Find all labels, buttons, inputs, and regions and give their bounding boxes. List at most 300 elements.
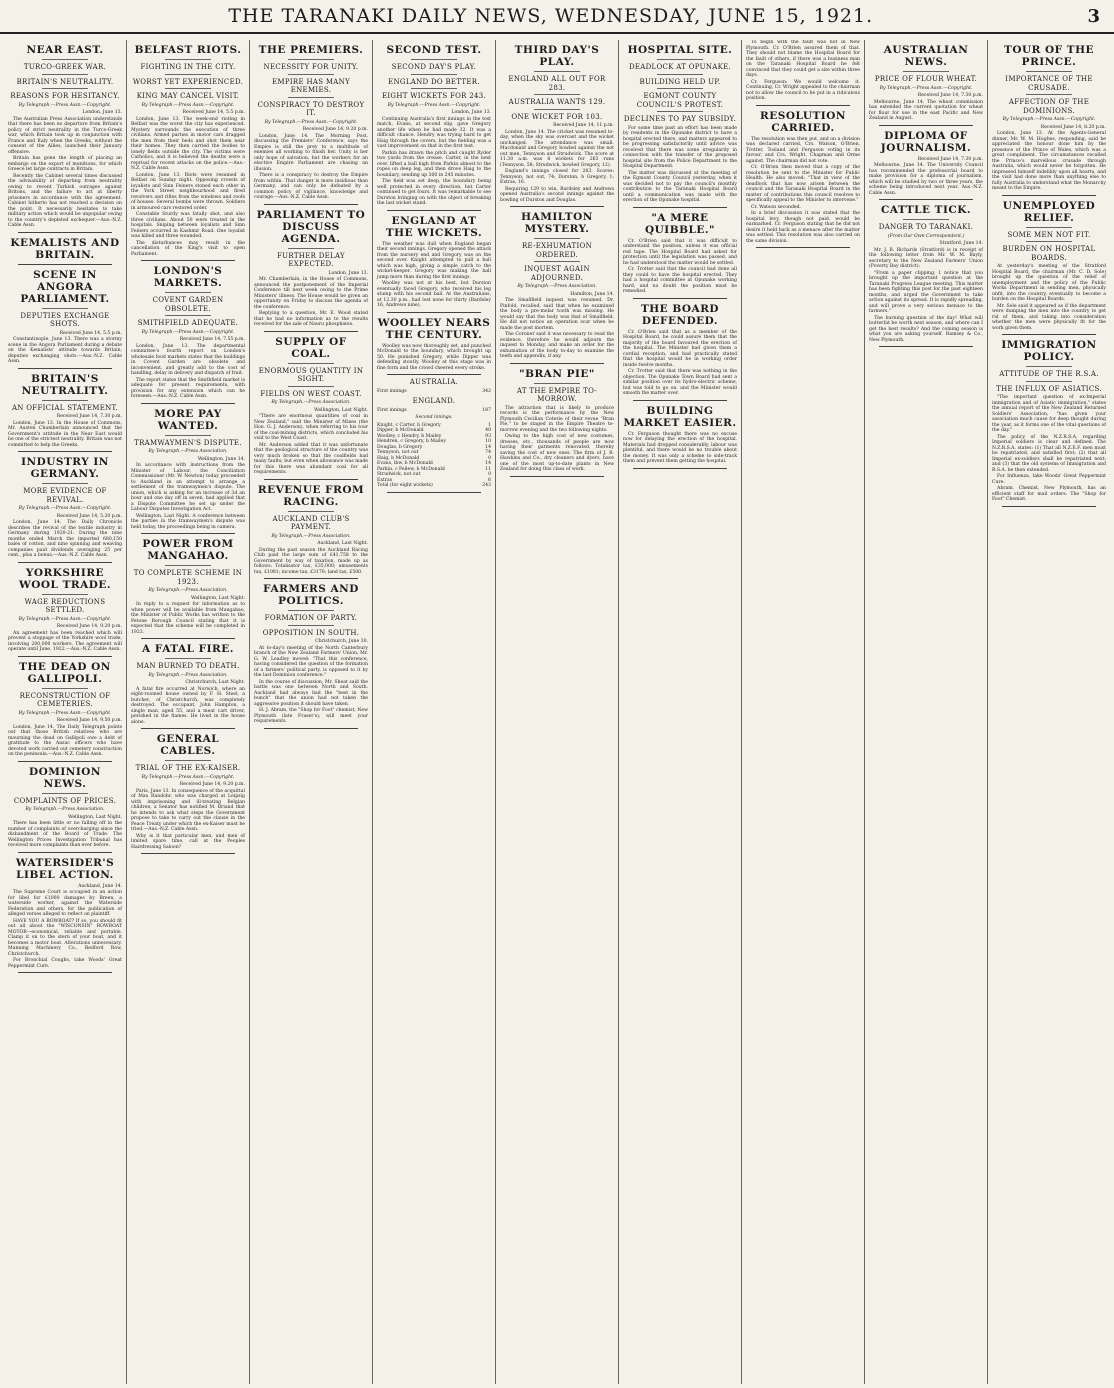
article (254, 583, 368, 729)
article-byline: By Telegraph.—Press Association. (25, 807, 105, 812)
article-dateline: Christchurch, Last Night. (185, 680, 245, 685)
article-rule (756, 247, 850, 248)
column-6 (619, 40, 742, 1384)
article-paragraph: The attraction that is likely to produce records is the performance by the New Plymouth Cecilian Coterie of their revue "Bran Pie," to be staged in the Empire Theatre to-morrow evening and the two following nights. (500, 405, 614, 433)
article-subheading: FURTHER DELAY EXPECTED. (277, 251, 345, 268)
article-dateline: Auckland, Last Night. (317, 541, 368, 546)
article (8, 766, 122, 853)
article (8, 857, 122, 974)
article-rule (141, 533, 235, 534)
article-headline: THE DEAD ON GALLIPOLI. (19, 660, 111, 685)
article-headline: LONDON'S MARKETS. (153, 265, 223, 289)
article-paragraph: For Influenza, take Woods' Great Peppermint Cure. (992, 474, 1106, 485)
head-rule (42, 59, 88, 60)
article-paragraph: Cr. Trotter said that there was nothing in the objection. The Opunake Town Board had sent a similar position over its hydro-electric scheme, but was told to go on, and the Minister would smooth the matter over. (623, 369, 737, 396)
article-paragraph: London, June 13. The week-end rioting in Belfast was the worst the city has experienced. Mystery surrounds the execution of three civilians. Armed parties in motor cars dragged the men from their beds and shot them near their homes. They then carried the bodies to lonely fields outside the city. The victims were Catholics, and it is believed the deaths were a reprisal for recent attacks on the police.—Aus.-N.Z. Cable Assn. (131, 116, 245, 171)
article-paragraph: Cr. O'Brien then moved that a copy of the resolution be sent to the Minister for Public Health. He also moved: "That in view of the deadlock that has now arisen between the council and the Taranaki Hospital Board in the matter of contributions this council resolves to specifically appeal to the Minister to intervene." (746, 165, 860, 203)
column-7 (742, 40, 865, 1384)
article-byline: By Telegraph.—Press Assn.—Copyright. (387, 102, 481, 108)
article-paragraph: The resolution was then put, and on a division was declared carried, Crs. Watson, O'Brien, Trotter, Tosland and Ferguson voting in its favour, and Crs. Wright, Chapman and Orme against. The chairman did not vote. (746, 136, 860, 164)
article-subheading: ENGLAND ALL OUT FOR 283. (508, 75, 606, 92)
article-subheading: ONE WICKET FOR 103. (511, 112, 603, 121)
head-rule (411, 59, 457, 60)
article-subheading: KING MAY CANCEL VISIT. (136, 92, 240, 100)
batsman-runs: 74 (485, 450, 491, 455)
article-rule (1002, 334, 1096, 335)
article-dateline: Received June 14, 7.30 p.m. (56, 414, 122, 419)
article-subheading: EGMONT COUNTY COUNCIL'S PROTEST. (636, 92, 724, 109)
batsman-runs: 0 (488, 455, 491, 461)
article-rule (18, 232, 112, 233)
article-headline: UNEMPLOYED RELIEF. (1002, 199, 1096, 224)
article-subheading: COMPLAINTS OF PRICES. (13, 796, 117, 805)
batsman-runs: 14 (485, 461, 491, 466)
page-number: 3 (1087, 5, 1100, 27)
article-subheading: RE-EXHUMATION ORDERED. (521, 242, 592, 259)
head-rule (165, 435, 211, 436)
article-paragraph: London, June 13. The departmental committee's fourth report on London's wholesale food markets states that the buildings in Covent Garden are obsolete and inconvenient, and greatly add to the cost of handling, delay in delivery and dispatch of fruit. (131, 343, 245, 376)
article-paragraph: Melbourne, June 14. The wheat commission has extended the current quotation for wheat for flour for use in the east Pacific and New Zealand in August. (869, 99, 983, 121)
scorecard-total: 342 (482, 388, 491, 394)
head-rule (288, 625, 334, 626)
article (869, 130, 983, 201)
batsman-name: Strudwick, not out (377, 472, 421, 477)
scorecard-label: First innings (377, 407, 407, 413)
article-subheading: DEPUTIES EXCHANGE SHOTS. (20, 311, 110, 328)
article (377, 44, 491, 211)
batsman-name: Dipper, b McDonald (377, 428, 424, 433)
article-dateline: Received June 14, 5.20 p.m. (56, 513, 122, 519)
article-subheading: WORST YET EXPERIENCED. (132, 77, 244, 86)
scorecard-title: ENGLAND. (412, 397, 456, 405)
article-rule (387, 312, 481, 313)
article-rule (18, 451, 112, 452)
article-paragraph: Cr. Ferguson thought there was no excuse now for delaying the erection of the hospital. Materials had dropped considerably, labour was plentiful, and there would be no trouble about the money. It was only a scheme to side-track them and prevent them getting the hospital. (623, 431, 737, 464)
article-dateline: Christchurch, June 30. (315, 639, 368, 644)
article-paragraph: "The important question of ex-Imperial immigration and of Asiatic immigration," states the annual report of the New Zealand Returned Soldiers' Association, "has given your association much cause for deep thought during the year, as it forms one of the vital questions of the day." (992, 395, 1106, 433)
article-paragraph: England's innings closed for 283. Scores: Tennyson, not out, 74; Durston, b Gregory, 1; Extras, 16. (500, 169, 614, 185)
article-subheading: TO COMPLETE SCHEME IN 1923. (133, 569, 243, 586)
article-byline: By Telegraph.—Press Assn.—Copyright. (879, 85, 973, 91)
article-rule (879, 125, 973, 126)
article-rule (18, 972, 112, 973)
article-subheading: BRITAIN'S NEUTRALITY. (16, 77, 114, 86)
batsman-name: Knight, c Carter, b Gregory (377, 422, 441, 428)
article-subheading: THE INFLUX OF ASIATICS. (996, 384, 1102, 393)
article-headline: MORE PAY WANTED. (154, 407, 222, 432)
head-rule (903, 219, 949, 220)
article-paragraph: Mr. Sole said it appeared as if the department were dumping the men into the country to get rid of them, and taking into consideration whether the men were physically fit for the work given them. (992, 303, 1106, 331)
article-paragraph: Woolley was now thoroughly set, and punched McDonald to the boundary, which brought up 50. He punished Gregory, while Dipper was defending stoutly. Woolley at this stage was in fine form and the crowd cheered every stroke. (377, 343, 491, 371)
column-5 (496, 40, 619, 1384)
article-rule (510, 476, 604, 477)
article (500, 368, 614, 477)
article-paragraph: London, June 14. The Daily Telegraph points out that those British relatives who are mourning the dead on Gallipoli owe a debt of gratitude to the Anzac officers who have devoted work carried out cemetery construction on the peninsula.—Aus.-N.Z. Cable Assn. (8, 724, 122, 757)
head-rule (1026, 71, 1072, 72)
article-paragraph: Constable Sturdy was fatally shot, and also three civilians. About 50 were treated in the hospitals. Sniping between loyalists and Sinn Feiners occurred in Kashmir Road. One loyalist was killed and three wounded. (131, 212, 245, 239)
article-subheading: TRIAL OF THE EX-KAISER. (135, 764, 241, 772)
article-headline: DOMINION NEWS. (28, 765, 102, 790)
article-paragraph: For some time past an effort has been made by residents in the Opunake district to have a hospital erected there, and matters appeared to be progressing satisfactorily until advice was received that there was some irregularity in connection with the transfer of the proposed hospital site from the Police Department to the Hospital Department. (623, 125, 737, 169)
article-dateline: Wellington, Last Night. (313, 407, 368, 413)
article-paragraph: Parkin has drawn the pitch and caught Ryder two yards from the crease. Carter, in the next over, lifted a ball high from Parkin almost to the ropes on deep leg, and then drove Haig to the boundary, sending up 300 in 245 minutes. (377, 150, 491, 178)
article-rule (141, 728, 235, 729)
article-subheading: AUSTRALIA WANTS 129. (508, 98, 606, 106)
scorecard-row (377, 389, 491, 395)
article-paragraph: Requiring 129 to win, Bardsley and Andrews opened Australia's second innings against the bowling of Durston and Douglas. (500, 186, 614, 203)
batsman-name: Tennyson, not out (377, 450, 419, 455)
article-headline: IMMIGRATION POLICY. (1001, 339, 1097, 363)
head-rule (42, 594, 88, 595)
article-subheading: MAN BURNED TO DEATH. (136, 662, 240, 670)
batsman-runs: 40 (485, 428, 491, 433)
column-4 (373, 40, 496, 1384)
article-rule (264, 578, 358, 579)
article-paragraph: Constantinople, June 13. There was a stormy scene in the Angora Parliament during a debate on the Kemalists' attitude towards Britain, deputies exchanging shots.—Aus.-N.Z. Cable Assn. (8, 337, 122, 364)
head-rule (288, 511, 334, 512)
article-byline: By Telegraph.—Press Assn.—Copyright. (18, 616, 112, 622)
head-rule (657, 59, 703, 60)
article-subheading: TRAMWAYMEN'S DISPUTE. (134, 438, 242, 447)
article-paragraph: For Bronchial Coughs, take Woods' Great Peppermint Cure. (8, 958, 122, 969)
article-subheading: FORMATION OF PARTY. (264, 614, 358, 622)
article-dateline: Received June 14, 8.20 p.m. (1040, 124, 1106, 130)
batsman-name: Parkin, c Pellew, b McDonald (377, 466, 445, 472)
article-rule (18, 852, 112, 853)
article-dateline: Received June 14, 7.30 p.m. (917, 156, 983, 162)
article-rule (510, 363, 604, 364)
head-rule (1026, 241, 1072, 242)
article-dateline: Received June 14, 9.20 p.m. (302, 127, 368, 132)
article-paragraph: Cr. Watson seconded. (751, 204, 802, 210)
column-3 (250, 40, 373, 1384)
scorecard-label: First innings (377, 388, 407, 394)
article-rule (141, 260, 235, 261)
article-subheading: CONSPIRACY TO DESTROY IT. (257, 100, 365, 117)
article-rule (633, 400, 727, 401)
head-rule (288, 386, 334, 387)
article-byline: By Telegraph.—Press Association. (271, 400, 351, 405)
masthead (0, 0, 1114, 34)
head-rule (288, 610, 334, 611)
article-paragraph: The policy of the N.Z.R.S.A. regarding Imperial soldiers is clear and defined. The N.Z.R.S.A. states: (1) That all N.Z.E.F. men must be repatriated, and satisfied first; (2) that all Imperial ex-soldiers shall be repatriated next; and (3) that the old systems of Immigration and R.S.A. be then extended. (992, 434, 1106, 473)
article-subheading: EMPIRE HAS MANY ENEMIES. (271, 77, 350, 94)
article-paragraph: The weather was dull when England began their second innings. Gregory opened the attack from the nursery end and Gregory was on the second over. Knight attempted to pull a ball which was high, giving a simple catch to the wicket-keeper. Gregory was making the ball jump more than during the first innings. (377, 241, 491, 280)
head-rule (411, 74, 457, 75)
article-subheading: RECONSTRUCTION OF CEMETERIES. (19, 691, 111, 708)
article-paragraph: An agreement has been reached which will prevent a stoppage of the Yorkshire wool trade, involving 200,000 workers. The agreement will operate until June, 1922.—Aus.-N.Z. Cable Assn. (8, 630, 122, 652)
article-paragraph: HAVE YOU A ROWBOAT? If so, you should fit out all about the "WISCONSIN" ROWBOAT MOTOR—economical, reliable and portable. Clamp it on to the stern of your boat, and it becomes a motor boat. Alterations unnecessary. Manning Machinery Co., Bedford Row, Christchurch. (8, 918, 122, 957)
article-paragraph: In accordance with instructions from the Minister of Labour, the Conciliation Commissioner (Mr. W. Newton) today proceeded to Auckland in an attempt to arrange a settlement of the tramwaymen's dispute. The union, which is asking for an increase of 3d an hour and one day off in seven, had applied that a Dispute Committee be set up under the Labour Disputes Investigation Act. (131, 463, 245, 512)
head-rule (534, 109, 580, 110)
column-2 (127, 40, 250, 1384)
scorecard-title: AUSTRALIA. (409, 378, 459, 386)
article-dateline: Wellington, Last Night. (67, 814, 122, 820)
article-headline: "A MERE QUIBBLE." (645, 211, 715, 236)
article-subheading: DANGER TO TARANAKI. (878, 223, 974, 231)
article-subheading: AFFECTION OF THE DOMINIONS. (1008, 98, 1090, 115)
article-subheading: OPPOSITION IN SOUTH. (262, 628, 360, 637)
article-rule (387, 374, 481, 375)
article (131, 44, 245, 261)
article (992, 339, 1106, 507)
article (254, 484, 368, 580)
batsman-name: Haig, b McDonald (377, 455, 420, 461)
article-headline: THIRD DAY'S PLAY. (514, 44, 600, 68)
article-rule (18, 368, 112, 369)
head-rule (288, 248, 334, 249)
article-rule (633, 298, 727, 299)
head-rule (42, 308, 88, 309)
article-subheading: DEADLOCK AT OPUNAKE. (628, 63, 732, 71)
article-rule (264, 728, 358, 729)
head-rule (165, 760, 211, 761)
article-headline: WOOLLEY NEARS THE CENTURY. (377, 316, 491, 341)
article-paragraph: London, June 13. Riots were resumed in Belfast on Sunday night. Opposing crowds of loyalists and Sinn Feiners stoned each other in the York Street neighbourhood and fired revolvers and rifles from the windows and roofs of houses. Several bombs were thrown. Soldiers in armoured cars restored order. (131, 172, 245, 211)
article-rule (264, 331, 358, 332)
article-headline: AUSTRALIAN NEWS. (883, 44, 969, 68)
article-byline: By Telegraph.—Press Assn.—Copyright. (18, 506, 112, 511)
article-headline: SCENE IN ANGORA PARLIAMENT. (20, 268, 110, 305)
article-byline: By Telegraph.—Press Assn.—Copyright. (18, 710, 112, 716)
batsman-name: Evans, lbw, b McDonald (377, 461, 433, 466)
article-rule (141, 638, 235, 639)
article-byline: By Telegraph.—Press Assn.—Copyright. (141, 102, 235, 108)
article (746, 40, 860, 106)
article-rule (879, 199, 973, 200)
article-dateline: Received June 14, 9.50 p.m. (56, 718, 122, 723)
article-byline: By Telegraph.—Press Association. (148, 449, 228, 454)
batsman-name: Douglas, b Gregory (377, 444, 423, 450)
batsman-runs: 0 (488, 472, 491, 477)
article (500, 211, 614, 364)
article-dateline: Received June 14, 5.5 p.m. (59, 330, 122, 336)
article-paragraph: H. J. Abram, the "Shop for Foot" chemist, New Plymouth (late Fraser's), will meet your requirements. (254, 708, 368, 724)
newspaper-columns (4, 40, 1110, 1384)
article (8, 237, 122, 265)
article (746, 110, 860, 249)
head-rule (42, 793, 88, 794)
article-headline: YORKSHIRE WOOL TRADE. (18, 566, 112, 591)
batsman-runs: 93 (485, 433, 491, 439)
article-rule (141, 853, 235, 854)
head-rule (657, 88, 703, 89)
article-subheading: COVENT GARDEN OBSOLETE. (152, 296, 224, 313)
article (377, 317, 491, 376)
article-dateline: Received June 14, 11 p.m. (553, 123, 614, 128)
article-dateline: Received June 14, 7.55 p.m. (179, 337, 245, 342)
scorecard-total: 187 (482, 407, 491, 413)
head-rule (534, 383, 580, 384)
head-rule (1026, 366, 1072, 367)
article-headline: BRITAIN'S NEUTRALITY. (21, 372, 109, 397)
article-subheading: REASONS FOR HESITANCY. (10, 92, 120, 100)
article-subheading: WAGE REDUCTIONS SETTLED. (24, 597, 106, 614)
article-paragraph: Cr. Trotter said that the council had done all they could to have the hospital erected. They had a hospital committee at Opunake working hard, and no doubt the position must be remedied. (623, 267, 737, 294)
article-rule (1002, 506, 1096, 507)
article-rule (264, 479, 358, 480)
article-byline: By Telegraph.—Press Assn.—Copyright. (18, 102, 112, 108)
head-rule (165, 658, 211, 659)
scorecard-row (377, 408, 491, 414)
article-headline: THE PREMIERS. (258, 44, 364, 56)
head-rule (165, 292, 211, 293)
article-paragraph: London, June 14. The Morning Post, discussing the Premiers' Conference, says the Empire is still the prey to a multitude of enemies all working to finish her. Unity is her only hope of salvation, but the workers for an elective Empire Parliament are chasing an illusion. (254, 133, 368, 172)
article-subheading: SMITHFIELD ADEQUATE. (137, 319, 239, 327)
article-dateline: Wellington, June 14. (197, 456, 245, 462)
article-paragraph: To begin with the fault was not in New Plymouth. Cr. O'Brien assured them of that. They should not blame the Hospital Board for the fault of others, if there was a business man on the Taranaki Hospital Board he felt convinced that they could get a site within three days. (746, 40, 860, 78)
head-rule (534, 71, 580, 72)
article-headline: TOUR OF THE PRINCE. (1004, 44, 1094, 68)
batsman-runs: 6 (488, 477, 491, 483)
article-subheading: TURCO-GREEK WAR. (23, 63, 107, 71)
head-rule (42, 88, 88, 89)
article-dateline: Received June 14, 9.20 p.m. (56, 624, 122, 629)
article-paragraph: Woolley was not at his best, but Durston eventually faced Gregory, who received his leg stump with his second ball. At the Australians, at 12.30 p.m., had lost none for thirty (Bardsley 16, Andrews nine). (377, 281, 491, 308)
head-rule (288, 363, 334, 364)
article-rule (387, 492, 481, 493)
article-dateline: Stratford, June 14. (939, 241, 983, 246)
head-rule (534, 238, 580, 239)
article-subheading: FIGHTING IN THE CITY. (140, 63, 236, 71)
article-headline: RESOLUTION CARRIED. (760, 109, 846, 134)
article-dateline: Wellington, Last Night. (190, 595, 245, 601)
article-headline: FARMERS AND POLITICS. (263, 583, 359, 607)
article-subheading: PRICE OF FLOUR WHEAT. (874, 75, 978, 83)
article-paragraph: At yesterday's meeting of the Stratford Hospital Board, the chairman (Mr. C. D. Sole) brought up the question of the relief of unemployment and the policy of the Public Works Department in sending men, physically unfit, into the country, eventually to become a burden on the Hospital Boards. (992, 264, 1106, 302)
article-paragraph: Mr. Chamberlain, in the House of Commons, announced the postponement of the Imperial Conference till next week owing to the Prime Ministers' illness. The House would be given an opportunity on Friday to discuss the agenda of the conference. (254, 277, 368, 310)
scorecard-subtitle: Second innings. (415, 415, 453, 420)
article-paragraph: "From a paper clipping, I notice that you brought up the important question at the Taranaki Progress League meeting. This matter has been fighting this post for the past eighteen months, and urged the Government to take action against its spread. It is rapidly spreading, and will prove a very serious menace to the farmers." (869, 270, 983, 314)
article-paragraph: Owing to the high cost of new costumes, dresses, etc., thousands of people are now having their garments renovated, thereby saving the cost of new ones. The firm of J. R. Hawkins and Co., dry cleaners and dyers, have one of the most up-to-date plants in New Zealand for doing this class of work. (500, 434, 614, 472)
article-paragraph: Mr. Anderson added that it was unfortunate that the geological structure of the country was very much broken so that the coalfields had many faults; but even when allowance was made for this there was abundant coal for all requirements. (254, 442, 368, 475)
head-rule (534, 94, 580, 95)
article-paragraph: Recently the Cabinet several times discussed the advisability of departing from neutrality owing to recent Turkish outrages against Britons, and the failure to act at liberty prisoners in accordance with the agreement. Cabinet hitherto has not reached a decision on the point. It necessarily hesitates to take military action which would be unpopular owing to the country's depleted exchequer.—Aus.-N.Z. Cable Assn. (8, 173, 122, 228)
article (131, 733, 245, 854)
article-subheading: FIELDS ON WEST COAST. (260, 389, 362, 398)
article-headline: THE BOARD DEFENDED. (640, 302, 720, 327)
article-paragraph: A fatal fire occurred at Norwich, where an eight-roomed house owned by F. H. Steel, a butcher, of Christchurch, was completely destroyed. The occupant, John Hampton, a single man, aged 55, and a meat cart driver, perished in the flames. He lived in the house alone. (131, 686, 245, 725)
article-paragraph: Wellington, Last Night. A conference between the parties in the tramwaymen's dispute was held today, the proceedings being in camera. (131, 513, 245, 530)
article (131, 408, 245, 535)
article-dateline: London, June 13. (82, 110, 122, 115)
article-headline: NEAR EAST. (26, 44, 104, 56)
article-paragraph: The field was set deep, the boundary being well protected in every direction, but Carter continued to get fours. It was remarkable to see Durston bringing on with the object of breaking the last wicket stand. (377, 179, 491, 206)
article (131, 265, 245, 404)
article (500, 44, 614, 207)
article-headline: CATTLE TICK. (880, 204, 972, 216)
article-subheading: IMPORTANCE OF THE CRUSADE. (1005, 75, 1093, 92)
head-rule (288, 74, 334, 75)
article (8, 661, 122, 762)
article-paragraph: London, June 13. In the House of Commons, Mr. Austen Chamberlain announced that the Government's attitude in the Near East would be one of the strictest neutrality. Britain was not committed to help the Greeks. (8, 420, 122, 448)
head-rule (288, 59, 334, 60)
article-paragraph: There has been little or no falling off in the number of complaints of overcharging since the disbandment of the Board of Trade. The Wellington Prices Investigation Tribunal has received more complaints than ever before. (8, 821, 122, 848)
head-rule (42, 688, 88, 689)
article (254, 209, 368, 332)
head-rule (288, 97, 334, 98)
article-paragraph: Britain has gone the length of placing an embargo on the export of munitions, for which Greece let large contracts in Britain. (8, 156, 122, 172)
article-byline: By Telegraph.—Press Assn.—Copyright. (1002, 117, 1096, 122)
article-paragraph: In the course of discussion, Mr. Sheat said the battle was one between North and South. Auckland had always had the "best in the bunch" that the union had not taken the aggressive position it should have taken. (254, 679, 368, 707)
article-paragraph: Paris, June 13. In consequence of the acquittal of Max Randohr, who was charged at Leipzig with imprisoning and ill-treating Belgian children, a Senator has notified M. Briand that he intends to ask what steps the Government propose to take to carry out the clause in the Peace Treaty under which the ex-Kaiser must be tried.—Aus.-N.Z. Cable Assn. (131, 788, 245, 832)
article (869, 44, 983, 126)
article-paragraph: The Australian Press Association understands that there has been no departure from Britain's policy of strict neutrality in the Turco-Greek war, which Britain took up in conjunction with France and Italy when the Greeks, without the consent of the Allies, launched their January offensive. (8, 116, 122, 155)
article-headline: REVENUE FROM RACING. (257, 483, 365, 508)
column-8 (865, 40, 988, 1384)
head-rule (1026, 94, 1072, 95)
article-subheading: BUILDING HELD UP. (639, 77, 721, 86)
article-headline: BUILDING MARKET EASIER. (623, 404, 737, 429)
article-rule (1002, 195, 1096, 196)
article-subheading: DECLINES TO PAY SUBSIDY. (623, 115, 737, 123)
scorecard-row (377, 483, 491, 489)
article-headline: HOSPITAL SITE. (627, 44, 733, 56)
article-paragraph: During the past season the Auckland Racing Club paid the large sum of £41,758 to the Government by way of taxation, made up as follows: Totalisator tax, £35,000; amusements tax, £1081; income tax, £3170; land tax, £500. (254, 547, 368, 575)
article-dateline: Hamilton, June 14. (570, 291, 614, 297)
article (8, 44, 122, 233)
article-paragraph: Cr. O'Brien said that it was difficult to understand the position, unless it was official red tape. The Hospital Board had asked for protection until the legislation was passed, and he had understood the matter would be settled. (623, 238, 737, 266)
article-paragraph: London, June 14. The cricket was resumed to-day, when the sky was overcast and the wicket unchanged. The attendance was small. Macdonald and Gregory bowled against the not out men, Tennyson and Strudwick. The score at 11.30 a.m. was 8 wickets for 263 runs (Tennyson, 58; Strudwick, bowled Gregory, 12). (500, 129, 614, 168)
article-paragraph: The Coroner said it was necessary to read the evidence, therefore he would adjourn the inquest to Monday, and make an order for the exhumation of the body to-day to examine the teeth and appendix, if any. (500, 332, 614, 359)
head-rule (903, 71, 949, 72)
article-rule (510, 206, 604, 207)
article-dateline: Received June 14, 9.20 p.m. (179, 782, 245, 787)
article-byline: By Telegraph.—Press Association. (148, 588, 228, 593)
article-headline: WATERSIDER'S LIBEL ACTION. (15, 856, 115, 881)
article (254, 44, 368, 205)
batsman-runs: 1 (488, 422, 491, 428)
article (8, 456, 122, 563)
article-byline: By Telegraph.—Press Assn.—Copyright. (141, 329, 235, 335)
article-subheading: SECOND DAY'S PLAY. (391, 63, 477, 71)
head-rule (165, 565, 211, 566)
article (377, 215, 491, 313)
article (8, 567, 122, 657)
article-dateline: London, June 13. (451, 110, 491, 115)
article-paragraph: The Smallfield inquest was resumed. Dr. Pinfold, recalled, said that when he examined the body a pre-molar tooth was missing. He would say that the body was that of Smallfield. He did not notice an operation scar when he made the post mortem. (500, 298, 614, 331)
article-headline: "BRAN PIE" (519, 367, 595, 380)
article-byline: By Telegraph.—Press Assn.—Copyright. (264, 119, 358, 125)
article-headline: HAMILTON MYSTERY. (521, 211, 593, 235)
article-paragraph: The Supreme Court is occupied in an action for libel for £1000 damages by Breen, a waterside worker, against the Waterside Federation and others, for the publication of alleged verses alleged to reflect on plaintiff. (8, 890, 122, 917)
article-subheading: MORE EVIDENCE OF REVIVAL. (23, 487, 107, 504)
article-rule (387, 210, 481, 211)
head-rule (42, 400, 88, 401)
article-dateline: Received June 14, 7.30 p.m. (917, 93, 983, 98)
article-byline: By Telegraph.—Press Assn.—Copyright. (141, 774, 235, 780)
article-paragraph: London, June 13. At the Agents-General dinner, Mr. W. M. Hughes, responding, said he appreciated the honour done him by the presence of the Prince of Wales, which was a great compliment. The circumstances recalled the Prince's marvellous crusade through Australia, which would never be forgotten. He impressed himself indelibly upon all hearts, and the visit had done more than anything else to fully Australia to understand what the Monarchy meant to the Empire. (992, 131, 1106, 191)
article-rule (264, 204, 358, 205)
article-paragraph: "There are enormous quantities of coal in New Zealand," said the Minister of Mines (the Hon. G. J. Anderson), when referring to his tour of the coal-mining districts, which concluded his visit to the West Coast. (254, 414, 368, 441)
article-paragraph: The matter was discussed at the meeting of the Egmont County Council yesterday, when it was decided not to pay the council's monthly contribution to the Taranaki Hospital Board until a communication was made with the erection of the Opunake hospital. (623, 170, 737, 203)
article-rule (633, 207, 727, 208)
head-rule (165, 315, 211, 316)
article (131, 643, 245, 729)
article-paragraph: Cr. Ferguson: We would welcome it. Continuing, Cr. Wright appealed to the chairman not to allow the council to be put in a ridiculous position. (746, 79, 860, 101)
article-subheading: AUCKLAND CLUB'S PAYMENT. (272, 514, 350, 531)
batsman-name: Woolley, c Hendry, b Mailey (377, 433, 442, 439)
head-rule (411, 88, 457, 89)
article-headline: BELFAST RIOTS. (134, 44, 242, 56)
batsman-runs: 11 (485, 466, 491, 472)
article (623, 212, 737, 299)
article-headline: POWER FROM MANGAHAO. (142, 538, 234, 562)
column-1 (4, 40, 127, 1384)
article-headline: A FATAL FIRE. (142, 643, 234, 655)
article-paragraph: The report states that the Smithfield market is adequate for present requirements, with provision for any extension which can be foreseen.—Aus.-N.Z. Cable Assn. (131, 377, 245, 399)
article-subheading: SOME MEN NOT FIT. (1007, 230, 1091, 239)
